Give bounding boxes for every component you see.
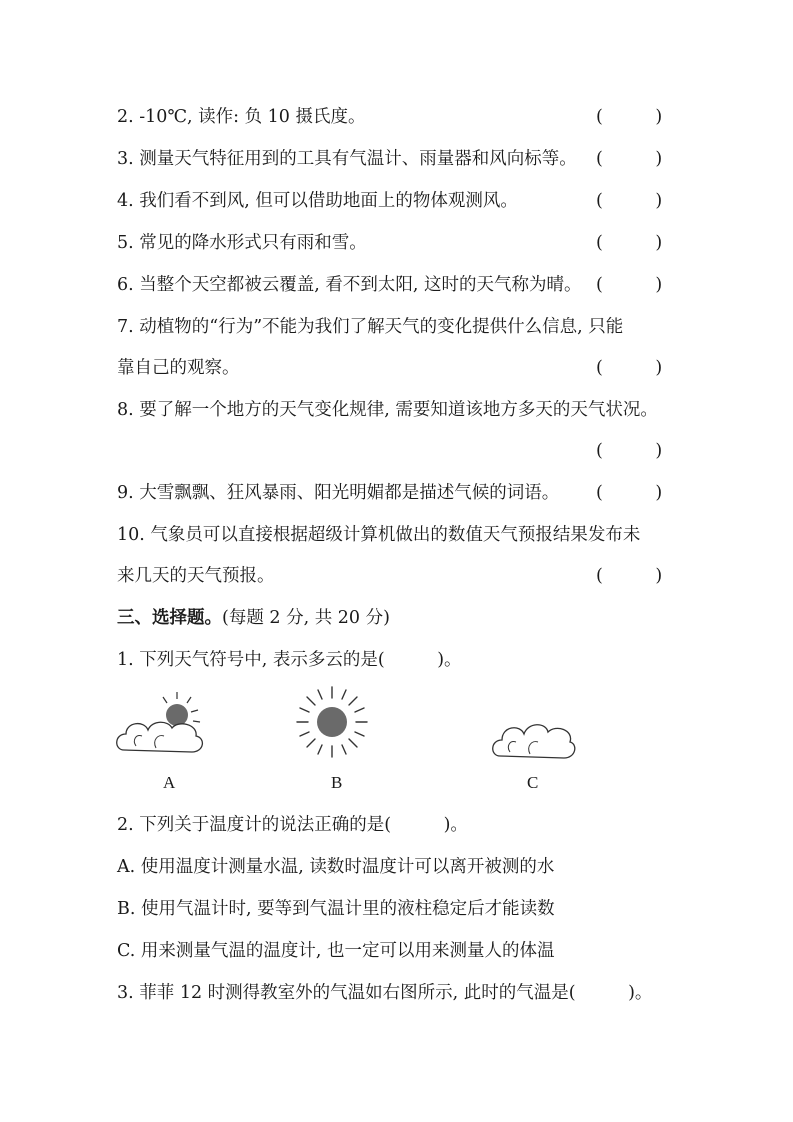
judge-item-10-cont: 来几天的天气预报。 <box>117 566 275 586</box>
answer-paren-2[interactable]: ( ) <box>596 107 663 127</box>
section-title: 三、选择题。 <box>117 608 222 628</box>
option-a-label: A <box>163 773 176 792</box>
q2-option-c[interactable]: C. 用来测量气温的温度计, 也一定可以用来测量人的体温 <box>117 941 555 961</box>
answer-paren-8[interactable]: ( ) <box>596 441 663 461</box>
judge-item-7-cont: 靠自己的观察。 <box>117 358 240 378</box>
answer-paren-7[interactable]: ( ) <box>596 358 663 378</box>
choice-q1: 1. 下列天气符号中, 表示多云的是( )。 <box>117 650 462 670</box>
judge-item-2: 2. -10℃, 读作: 负 10 摄氏度。 <box>117 107 366 127</box>
option-c-label: C <box>527 773 539 792</box>
judge-item-5: 5. 常见的降水形式只有雨和雪。 <box>117 233 367 253</box>
choice-q3: 3. 菲菲 12 时测得教室外的气温如右图所示, 此时的气温是( )。 <box>117 983 653 1003</box>
option-b-label: B <box>331 773 343 792</box>
answer-paren-6[interactable]: ( ) <box>596 275 663 295</box>
answer-paren-5[interactable]: ( ) <box>596 233 663 253</box>
judge-item-7: 7. 动植物的“行为”不能为我们了解天气的变化提供什么信息, 只能 <box>117 317 624 337</box>
q2-option-b[interactable]: B. 使用气温计时, 要等到气温计里的液柱稳定后才能读数 <box>117 899 555 919</box>
judge-item-4: 4. 我们看不到风, 但可以借助地面上的物体观测风。 <box>117 191 518 211</box>
answer-paren-10[interactable]: ( ) <box>596 566 663 586</box>
judge-item-3: 3. 测量天气特征用到的工具有气温计、雨量器和风向标等。 <box>117 149 577 169</box>
sun-behind-cloud-icon <box>112 690 207 760</box>
q2-option-a[interactable]: A. 使用温度计测量水温, 读数时温度计可以离开被测的水 <box>117 857 555 877</box>
answer-paren-4[interactable]: ( ) <box>596 191 663 211</box>
cloud-icon <box>488 710 576 762</box>
answer-paren-3[interactable]: ( ) <box>596 149 663 169</box>
choice-q2: 2. 下列关于温度计的说法正确的是( )。 <box>117 815 468 835</box>
judge-item-8: 8. 要了解一个地方的天气变化规律, 需要知道该地方多天的天气状况。 <box>117 400 658 420</box>
sun-icon <box>294 684 370 760</box>
judge-item-10: 10. 气象员可以直接根据超级计算机做出的数值天气预报结果发布未 <box>117 525 641 545</box>
section-heading <box>117 607 390 629</box>
judge-item-9: 9. 大雪飘飘、狂风暴雨、阳光明媚都是描述气候的词语。 <box>117 483 560 503</box>
section-note: (每题 2 分, 共 20 分) <box>222 608 390 628</box>
answer-paren-9[interactable]: ( ) <box>596 483 663 503</box>
judge-item-6: 6. 当整个天空都被云覆盖, 看不到太阳, 这时的天气称为晴。 <box>117 275 582 295</box>
